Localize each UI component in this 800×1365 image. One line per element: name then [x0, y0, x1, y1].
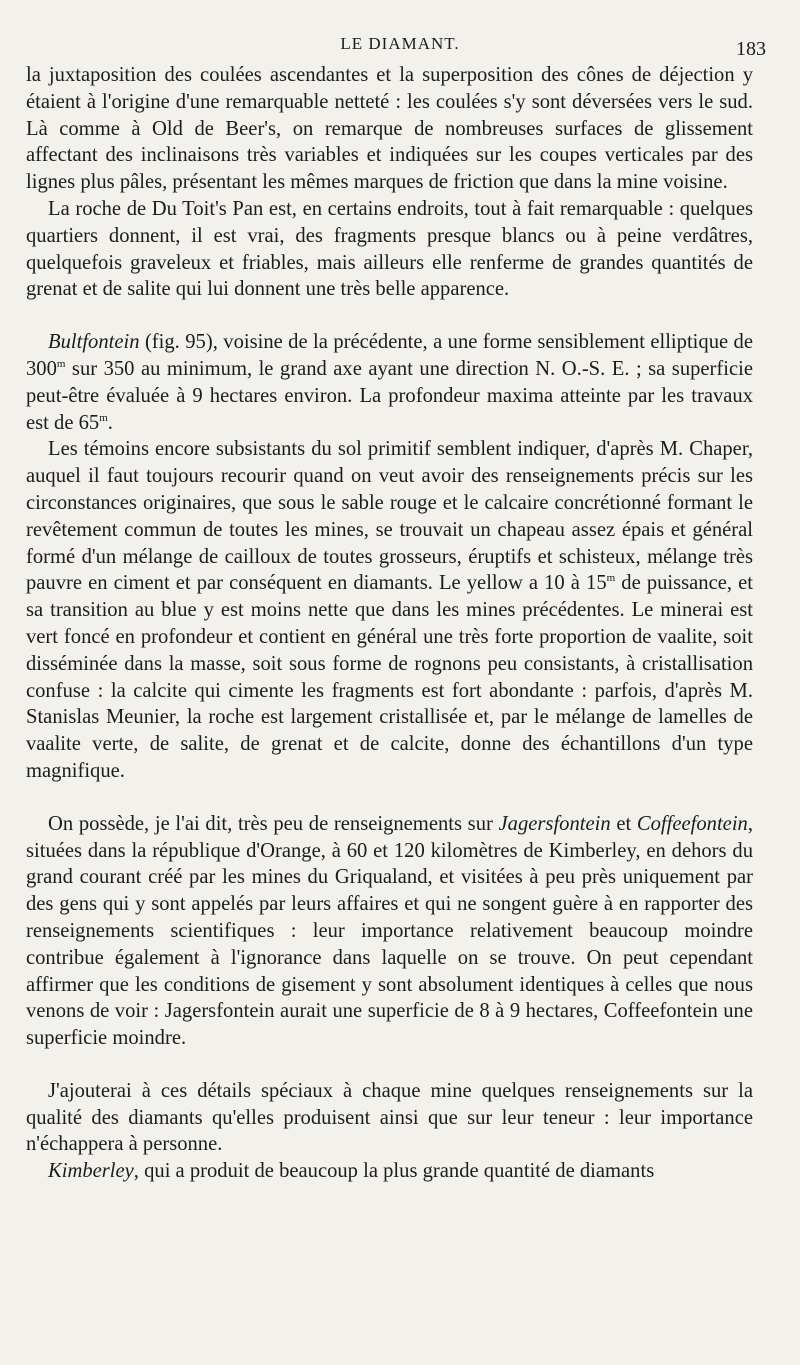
paragraph-jagersfontein: [26, 811, 753, 1052]
unit-superscript: m: [99, 411, 108, 424]
page-body: [26, 62, 753, 1185]
paragraph-gap: [26, 785, 753, 811]
text-span: , qui a produit de beaucoup la plus grande quantité de diamants: [133, 1160, 655, 1183]
running-title: LE DIAMANT.: [340, 34, 460, 53]
mine-name: Coffeefontein: [636, 812, 748, 835]
text-span: , situées dans la république d'Orange, à 60 et 120 kilomètres de Kimberley, en dehors du grand courant créé par les mines du Griqualand, et visitées à peu près uniquement par des gens qui y sont appelés par leurs affaires et qui ne songent guère à en rapporter des renseignements scientifiques : leur importance relativement beaucoup moindre contribue également à l'ignorance dans laquelle on se trouve. On peut cependant affirmer que les conditions de gisement y sont absolument identiques à celles que nous venons de voir : Jagersfontein aurait une superficie de 8 à 9 hectares, Coffeefontein une superficie moindre.: [26, 812, 753, 1050]
mine-name: Kimberley: [48, 1160, 134, 1183]
text-span: de puissance, et sa transition au blue y est moins nette que dans les mines précédentes. Le minerai est vert foncé en profondeur et contient en général une très forte proportion de vaalite, soit disséminée dans la masse, soit sous forme de rognons peu consistants, à cristallisation confuse : la calcite qui cimente les fragments est fort abondante : parfois, d'après M. Stanislas Meunier, la roche est largement cristallisée et, par le mélange de lamelles de vaalite verte, de salite, de grenat et de calcite, donne des échantillons d'un type magnifique.: [26, 572, 753, 782]
text-span: On possède, je l'ai dit, très peu de renseignements sur: [48, 812, 499, 835]
paragraph-bultfontein: [26, 329, 753, 436]
unit-superscript: m: [56, 358, 66, 371]
paragraph-details: J'ajouterai à ces détails spéciaux à chaque mine quelques renseignements sur la qualité des diamants qu'elles produisent ainsi que sur leur teneur : leur importance n'échappera à personne.: [26, 1079, 753, 1156]
paragraph-gap: [26, 303, 753, 329]
text-span: et: [610, 812, 637, 835]
paragraph-gap: [26, 1052, 753, 1078]
paragraph-kimberley: [26, 1158, 753, 1185]
page-header: [0, 30, 800, 60]
mine-name: Bultfontein: [48, 331, 140, 354]
unit-superscript: m: [606, 572, 616, 585]
text-span: Les témoins encore subsistants du sol primitif semblent indiquer, d'après M. Chaper, auquel il faut toujours recourir quand on veut avoir des renseignements précis sur les circonstances originaires, que sous le sable rouge et le calcaire concrétionné formant le revêtement commun de toutes les mines, se trouvait un chapeau assez épais et général formé d'un mélange de cailloux de toutes grosseurs, éruptifs et schisteux, mélange très pauvre en ciment et par conséquent en diamants. Le yellow a 10 à 15: [26, 438, 753, 595]
paragraph-continued: la juxtaposition des coulées ascendantes et la superposition des cônes de déjection y étaient à l'origine d'une remarquable netteté : les coulées s'y sont déversées vers le sud. Là comme à Old de Beer's, on remarque de nombreuses surfaces de glissement affectant des inclinaisons très variables et indiquées sur les coupes verticales par des lignes plus pâles, présentant les mêmes marques de friction que dans la mine voisine.: [26, 64, 753, 194]
paragraph-chaper: [26, 436, 753, 784]
paragraph-du-toits-pan-rock: La roche de Du Toit's Pan est, en certains endroits, tout à fait remarquable : quelques quartiers donnent, il est vrai, des fragments presque blancs ou à peine verdâtres, quelquefois graveleux et friables, mais ailleurs elle renferme de grandes quantités de grenat et de salite qui lui donnent une très belle apparence.: [26, 197, 753, 301]
page-number: 183: [736, 38, 766, 60]
mine-name: Jagersfontein: [498, 812, 611, 835]
text-span: .: [107, 411, 113, 434]
text-span: sur 350 au minimum, le grand axe ayant une direction N. O.-S. E. ; sa superficie peut-être évaluée à 9 hectares environ. La profondeur maxima atteinte par les travaux est de 65: [26, 357, 753, 434]
text-span: (fig. 95), voisine de la précédente, a une forme sensiblement elliptique de 300: [26, 331, 753, 380]
